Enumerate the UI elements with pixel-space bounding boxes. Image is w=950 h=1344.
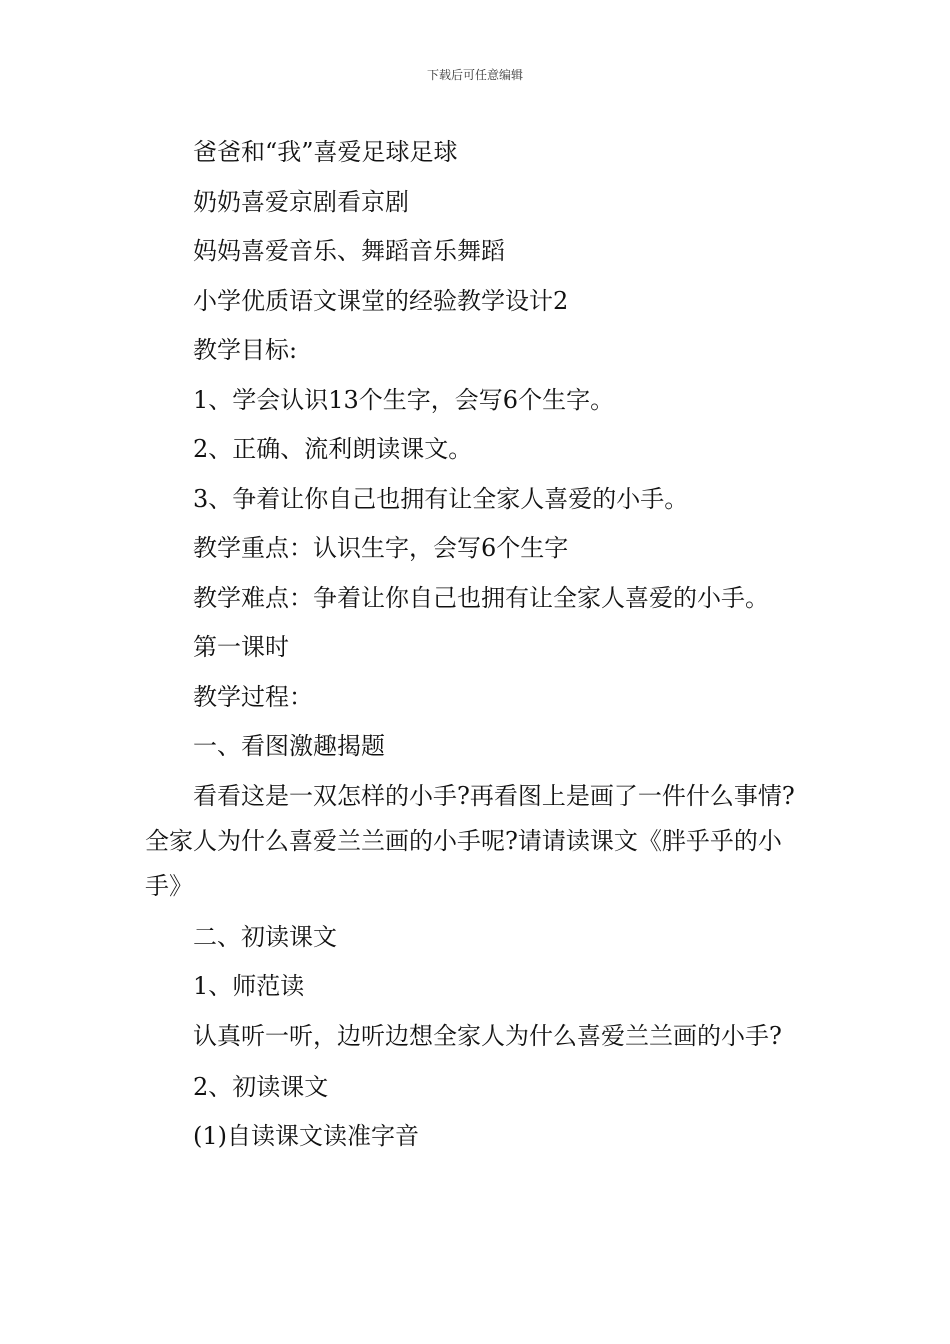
- paragraph: 看看这是一双怎样的小手?再看图上是画了一件什么事情?全家人为什么喜爱兰兰画的小手呢?请请读课文《胖乎乎的小手》: [145, 781, 795, 900]
- paragraph: 奶奶喜爱京剧看京剧: [193, 187, 409, 216]
- paragraph: 第一课时: [193, 633, 289, 661]
- section-title: 小学优质语文课堂的经验教学设计2: [193, 286, 569, 315]
- paragraph: 教学难点：争着让你自己也拥有让全家人喜爱的小手。: [193, 583, 769, 612]
- paragraph: 2、正确、流利朗读课文。: [193, 435, 473, 463]
- paragraph: 爸爸和“我”喜爱足球足球: [193, 138, 458, 166]
- paragraph: 1、学会认识13个生字，会写6个生字。: [193, 385, 615, 414]
- paragraph: 一、看图激趣揭题: [193, 732, 385, 760]
- paragraph: 教学重点：认识生字，会写6个生字: [193, 534, 569, 562]
- page-header: 下载后可任意编辑: [426, 68, 523, 82]
- paragraph: 1、师范读: [193, 972, 305, 1000]
- paragraph: 认真听一听，边听边想全家人为什么喜爱兰兰画的小手?: [193, 1021, 782, 1050]
- document-body: [145, 128, 807, 1162]
- paragraph: 3、争着让你自己也拥有让全家人喜爱的小手。: [193, 484, 689, 513]
- paragraph: 2、初读课文: [193, 1072, 329, 1101]
- paragraph: (1)自读课文读准字音: [193, 1122, 419, 1150]
- paragraph: 教学目标:: [193, 336, 298, 364]
- paragraph: 妈妈喜爱音乐、舞蹈音乐舞蹈: [193, 237, 505, 265]
- paragraph: 教学过程：: [193, 682, 313, 711]
- paragraph: 二、初读课文: [193, 922, 337, 951]
